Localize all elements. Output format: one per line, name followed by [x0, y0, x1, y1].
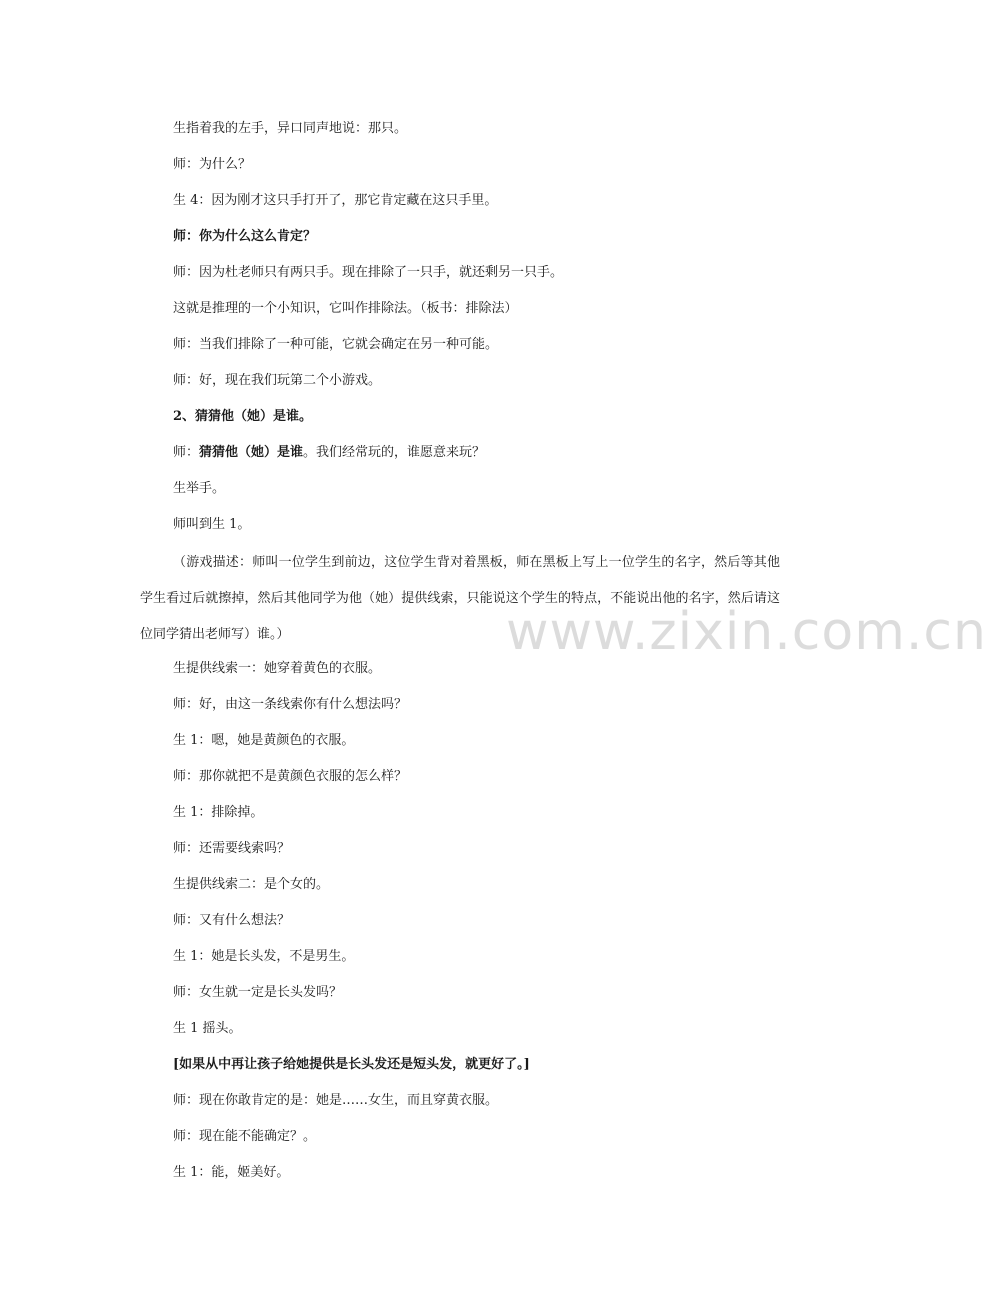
text-line: 生举手。 [173, 481, 226, 496]
text-line: 生 1：嗯，她是黄颜色的衣服。 [173, 733, 355, 748]
bold-question-line: 师：你为什么这么肯定？ [173, 229, 317, 244]
text-line: 师：好，现在我们玩第二个小游戏。 [173, 373, 382, 388]
text-line-mixed [173, 443, 485, 463]
text-line: 这就是推理的一个小知识，它叫作排除法。（板书：排除法） [173, 301, 518, 316]
text-line: 师：为什么？ [173, 157, 252, 172]
text-line: 师：女生就一定是长头发吗？ [173, 985, 343, 1000]
game-description-paragraph: （游戏描述：师叫一位学生到前边，这位学生背对着黑板，师在黑板上写上一位学生的名字，然后等其他学生看过后就擦掉，然后其他同学为他（她）提供线索，只能说这个学生的特点，不能说出他的名字，然后请这位同学猜出老师写）谁。） [140, 555, 780, 642]
game-name: 猜猜他（她）是谁 [199, 445, 304, 460]
watermark: www.zixin.com.cn [506, 602, 987, 662]
text-line: 生 1：她是长头发，不是男生。 [173, 949, 355, 964]
text-line: 生 1：能，姬美好。 [173, 1165, 290, 1180]
speaker-label: 师： [173, 445, 200, 460]
text-line: 生 4：因为刚才这只手打开了，那它肯定藏在这只手里。 [173, 193, 498, 208]
text-line: 生提供线索二：是个女的。 [173, 877, 330, 892]
text-line: 师：好，由这一条线索你有什么想法吗？ [173, 697, 408, 712]
text-line: 生 1 摇头。 [173, 1021, 242, 1036]
section-heading: 2、猜猜他（她）是谁。 [173, 409, 313, 424]
text-line: 师：现在你敢肯定的是：她是……女生，而且穿黄衣服。 [173, 1093, 499, 1108]
text-line: 师：又有什么想法？ [173, 913, 291, 928]
text-line: 师：当我们排除了一种可能，它就会确定在另一种可能。 [173, 337, 499, 352]
text-line: 师叫到生 1。 [173, 517, 251, 532]
text-line: 生 1：排除掉。 [173, 805, 264, 820]
text-line: 师：还需要线索吗？ [173, 841, 291, 856]
text-line: 师：因为杜老师只有两只手。现在排除了一只手，就还剩另一只手。 [173, 265, 564, 280]
bracketed-comment: [如果从中再让孩子给她提供是长头发还是短头发，就更好了。] [173, 1057, 530, 1072]
text-line: 师：现在能不能确定？。 [173, 1129, 317, 1144]
text-line: 师：那你就把不是黄颜色衣服的怎么样？ [173, 769, 408, 784]
text-line: 生提供线索一：她穿着黄色的衣服。 [173, 661, 382, 676]
line-rest: 。我们经常玩的，谁愿意来玩？ [303, 445, 486, 460]
text-line: 生指着我的左手，异口同声地说：那只。 [173, 121, 408, 136]
